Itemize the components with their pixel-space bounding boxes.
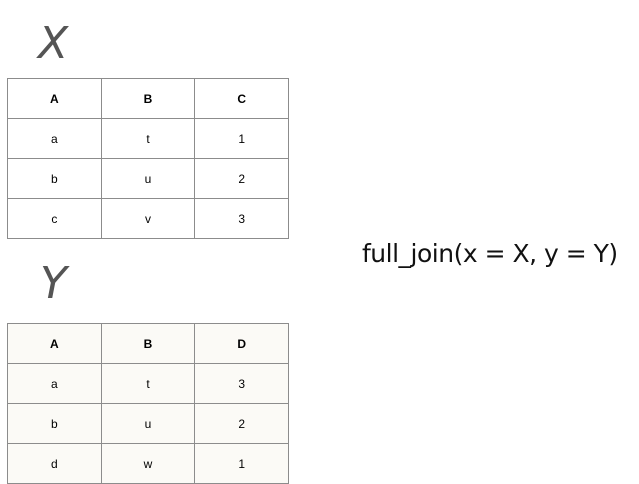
- table-row: [8, 404, 289, 444]
- table-cell: 3: [195, 199, 289, 239]
- join-expression: full_join(x = X, y = Y): [362, 239, 618, 268]
- table-cell: u: [101, 159, 195, 199]
- table-header-row: [8, 324, 289, 364]
- column-header: B: [101, 79, 195, 119]
- table-cell: b: [8, 404, 102, 444]
- column-header: A: [8, 324, 102, 364]
- table-cell: c: [8, 199, 102, 239]
- column-header: A: [8, 79, 102, 119]
- table-row: [8, 119, 289, 159]
- column-header: B: [101, 324, 195, 364]
- table-cell: t: [101, 119, 195, 159]
- table-cell: b: [8, 159, 102, 199]
- table-cell: t: [101, 364, 195, 404]
- table-header-row: [8, 79, 289, 119]
- table-x: [7, 78, 289, 239]
- table-cell: 3: [195, 364, 289, 404]
- table-cell: a: [8, 364, 102, 404]
- column-header: D: [195, 324, 289, 364]
- table-cell: w: [101, 444, 195, 484]
- table-row: [8, 159, 289, 199]
- table-row: [8, 199, 289, 239]
- table-x-label: X: [38, 18, 69, 69]
- table-cell: 1: [195, 444, 289, 484]
- table-cell: v: [101, 199, 195, 239]
- table-cell: a: [8, 119, 102, 159]
- table-row: [8, 444, 289, 484]
- table-cell: 1: [195, 119, 289, 159]
- table-y: [7, 323, 289, 484]
- table-cell: d: [8, 444, 102, 484]
- table-cell: 2: [195, 159, 289, 199]
- table-y-label: Y: [40, 258, 67, 309]
- column-header: C: [195, 79, 289, 119]
- table-cell: u: [101, 404, 195, 444]
- table-row: [8, 364, 289, 404]
- table-cell: 2: [195, 404, 289, 444]
